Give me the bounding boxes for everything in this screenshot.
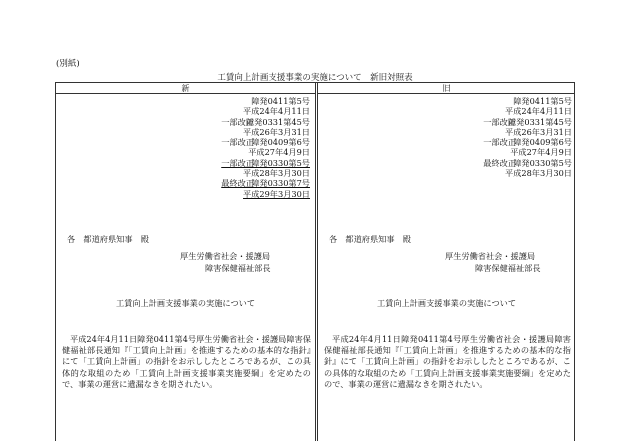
new-addressee: 各 都道府県知事 殿	[67, 234, 149, 244]
new-revision-row	[202, 137, 312, 147]
old-revision-label: 最終改正	[483, 157, 516, 168]
old-revision-value: 平成24年4月11日	[505, 106, 572, 117]
new-subject: 工賃向上計画支援事業の実施について	[115, 298, 256, 308]
old-revision-row	[464, 158, 574, 168]
old-addressee: 各 都道府県知事 殿	[329, 234, 411, 244]
old-revision-value: 平成27年4月9日	[510, 147, 572, 158]
new-revision-label: 一部改正	[221, 116, 254, 127]
new-sender-department: 障害保健福祉部長	[205, 263, 271, 273]
new-revision-value: 平成28年3月30日	[243, 168, 310, 179]
new-revision-history	[202, 96, 312, 199]
old-revision-label: 一部改正	[483, 116, 516, 127]
old-body-text: 平成24年4月11日障発0411第4号厚生労働省社会・援護局障害保健福祉部長通知『「工賃向上計画」を推進するための基本的な指針』にて「工賃向上計画」の指針をお示ししたところであるが、この具体的な取組のため「工賃向上計画支援事業実施要綱」を定めたので、事業の運営に遺漏なきを期されたい。	[324, 334, 571, 389]
attachment-label: (別紙)	[56, 59, 80, 69]
old-revision-row	[464, 96, 574, 106]
old-column-header: 旧	[318, 83, 575, 94]
document-title: 工賃向上計画支援事業の実施について 新旧対照表	[217, 73, 413, 83]
old-revision-value: 障発0411第5号	[513, 96, 572, 106]
new-revision-row	[202, 168, 312, 178]
new-revision-value: 障発0411第5号	[251, 96, 310, 106]
old-revision-history	[464, 96, 574, 178]
old-subject: 工賃向上計画支援事業の実施について	[376, 298, 517, 308]
old-revision-value: 平成26年3月31日	[505, 126, 572, 137]
new-revision-row	[202, 147, 312, 157]
old-revision-value: 平成28年3月30日	[505, 168, 572, 179]
new-revision-value: 障発0331第45号	[245, 116, 310, 127]
old-sender-bureau: 厚生労働省社会・援護局	[445, 251, 536, 261]
old-revision-value: 障発0330第5号	[513, 157, 572, 168]
new-revision-row	[202, 158, 312, 168]
new-revision-label: 一部改正	[221, 137, 254, 148]
new-revision-value: 平成27年4月9日	[248, 147, 310, 158]
new-revision-value: 障発0330第5号	[251, 157, 310, 168]
new-revision-row	[202, 106, 312, 116]
new-revision-row	[202, 127, 312, 137]
new-body-text: 平成24年4月11日障発0411第4号厚生労働省社会・援護局障害保健福祉部長通知『「工賃向上計画」を推進するための基本的な指針』にて「工賃向上計画」の指針をお示ししたところであるが、この具体的な取組のため「工賃向上計画支援事業実施要綱」を定めたので、事業の運営に遺漏なきを期されたい。	[62, 334, 311, 389]
old-revision-value: 障発0409第6号	[513, 137, 572, 148]
new-revision-label: 最終改正	[221, 178, 254, 189]
new-column	[56, 94, 315, 441]
old-revision-row	[464, 147, 574, 157]
new-revision-value: 障発0409第6号	[251, 137, 310, 148]
new-revision-row	[202, 189, 312, 199]
old-revision-value: 障発0331第45号	[507, 116, 572, 127]
old-revision-label: 一部改正	[483, 137, 516, 148]
new-revision-value: 平成26年3月31日	[243, 126, 310, 137]
old-revision-row	[464, 127, 574, 137]
old-revision-row	[464, 117, 574, 127]
comparison-table	[55, 82, 575, 441]
new-revision-row	[202, 178, 312, 188]
old-revision-row	[464, 168, 574, 178]
new-revision-row	[202, 117, 312, 127]
new-column-header: 新	[56, 83, 315, 94]
old-column	[318, 94, 575, 441]
new-revision-value: 障発0330第7号	[251, 178, 310, 189]
old-sender-department: 障害保健福祉部長	[475, 263, 541, 273]
old-revision-row	[464, 137, 574, 147]
new-revision-label: 一部改正	[221, 157, 254, 168]
new-revision-value: 平成24年4月11日	[243, 106, 310, 117]
new-revision-value: 平成29年3月30日	[243, 188, 310, 199]
new-sender-bureau: 厚生労働省社会・援護局	[180, 251, 271, 261]
new-revision-row	[202, 96, 312, 106]
old-revision-row	[464, 106, 574, 116]
